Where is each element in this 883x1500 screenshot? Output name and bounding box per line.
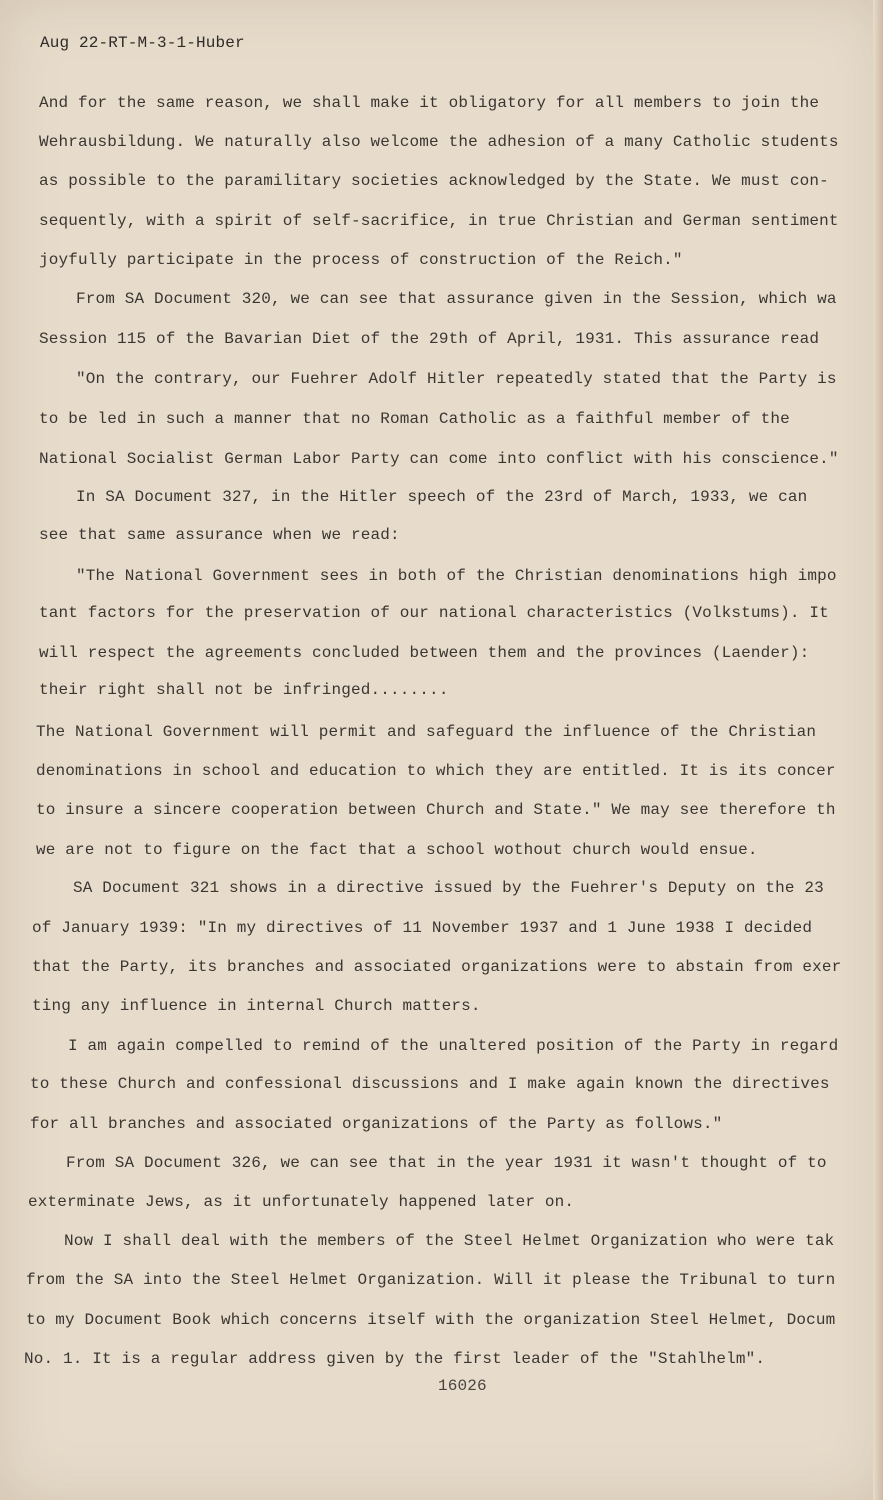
document-header: Aug 22-RT-M-3-1-Huber: [40, 34, 245, 52]
text-line: to be led in such a manner that no Roman Catholic as a faithful member of the: [39, 410, 790, 428]
text-line: And for the same reason, we shall make it obligatory for all members to join the: [39, 94, 820, 112]
text-line: to these Church and confessional discussions and I make again known the directives: [30, 1075, 830, 1093]
text-line: to insure a sincere cooperation between Church and State." We may see therefore th: [36, 801, 836, 819]
text-line: "On the contrary, our Fuehrer Adolf Hitler repeatedly stated that the Party is: [76, 370, 837, 388]
text-line: to my Document Book which concerns itself with the organization Steel Helmet, Docum: [26, 1311, 836, 1329]
text-line: The National Government will permit and safeguard the influence of the Christian: [36, 723, 817, 741]
text-line: I am again compelled to remind of the unaltered position of the Party in regard: [68, 1037, 839, 1055]
text-line: Session 115 of the Bavarian Diet of the 29th of April, 1931. This assurance read: [39, 330, 820, 348]
text-line: for all branches and associated organizations of the Party as follows.": [30, 1115, 723, 1133]
text-line: Wehrausbildung. We naturally also welcome the adhesion of a many Catholic students: [39, 133, 839, 151]
text-line: In SA Document 327, in the Hitler speech of the 23rd of March, 1933, we can: [76, 488, 808, 506]
text-line: joyfully participate in the process of construction of the Reich.": [39, 251, 683, 269]
text-line: Now I shall deal with the members of the Steel Helmet Organization who were tak: [64, 1232, 835, 1250]
text-line: will respect the agreements concluded between them and the provinces (Laender):: [39, 644, 810, 662]
page-edge: [873, 0, 883, 1500]
text-line: their right shall not be infringed........: [39, 681, 449, 699]
text-line: ting any influence in internal Church matters.: [32, 997, 481, 1015]
text-line: see that same assurance when we read:: [39, 526, 400, 544]
text-line: tant factors for the preservation of our national characteristics (Volkstums). It: [39, 604, 829, 622]
text-line: exterminate Jews, as it unfortunately happened later on.: [28, 1193, 575, 1211]
text-line: of January 1939: "In my directives of 11 November 1937 and 1 June 1938 I decided: [32, 919, 813, 937]
text-line: From SA Document 326, we can see that in the year 1931 it wasn't thought of to: [66, 1154, 827, 1172]
text-line: From SA Document 320, we can see that assurance given in the Session, which wa: [76, 290, 837, 308]
text-line: National Socialist German Labor Party can come into conflict with his conscience.": [39, 450, 839, 468]
text-line: sequently, with a spirit of self-sacrifice, in true Christian and German sentiment: [39, 212, 839, 230]
page-number: 16026: [438, 1377, 487, 1395]
text-line: we are not to figure on the fact that a school wothout church would ensue.: [36, 841, 758, 859]
text-line: that the Party, its branches and associated organizations were to abstain from exer: [32, 958, 842, 976]
text-line: from the SA into the Steel Helmet Organization. Will it please the Tribunal to turn: [26, 1271, 836, 1289]
text-line: denominations in school and education to which they are entitled. It is its concer: [36, 762, 836, 780]
text-line: SA Document 321 shows in a directive issued by the Fuehrer's Deputy on the 23: [73, 879, 824, 897]
text-line: No. 1. It is a regular address given by the first leader of the "Stahlhelm".: [24, 1350, 766, 1368]
text-line: as possible to the paramilitary societies acknowledged by the State. We must con-: [39, 172, 829, 190]
text-line: "The National Government sees in both of the Christian denominations high impo: [76, 567, 837, 585]
